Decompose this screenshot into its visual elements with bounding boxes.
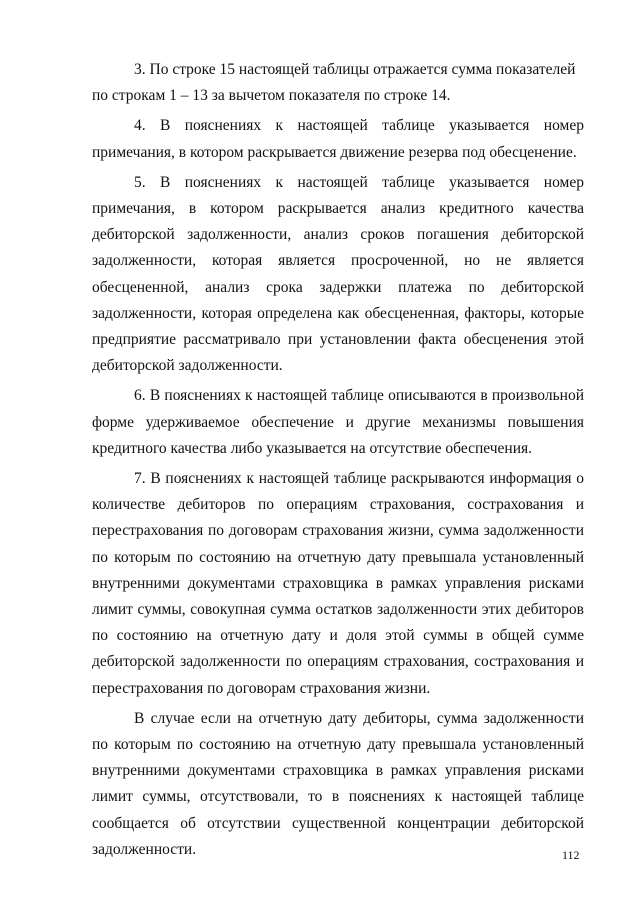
paragraph-5: 5. В пояснениях к настоящей таблице указывается номер примечания, в котором раскрывается анализ кредитного качества дебиторской задолженности, анализ сроков погашения дебиторской задолженности, которая является просроченной, но не является обесцененной, анализ срока задержки платежа по дебиторской задолженности, которая определена как обесцененная, факторы, которые предприятие рассматривало при установлении факта обесценения этой дебиторской задолженности.	[92, 173, 584, 375]
document-body	[92, 57, 584, 867]
paragraph-6: 6. В пояснениях к настоящей таблице описываются в произвольной форме удерживаемое обеспечение и другие механизмы повышения кредитного качества либо указывается на отсутствие обеспечения.	[92, 387, 584, 457]
page-number: 112	[562, 848, 580, 862]
paragraph-3: 3. По строке 15 настоящей таблицы отражается сумма показателей по строкам 1 – 13 за вычетом показателя по строке 14.	[92, 61, 576, 105]
paragraph-7: 7. В пояснениях к настоящей таблице раскрываются информация о количестве дебиторов по операциям страхования, сострахования и перестрахования по договорам страхования жизни, сумма задолженности по которым по состоянию на отчетную дату превышала установленный внутренними документами страховщика в рамках управления рисками лимит суммы, совокупная сумма остатков задолженности этих дебиторов по состоянию на отчетную дату и доля этой суммы в общей сумме дебиторской задолженности по операциям страхования, сострахования и перестрахования по договорам страхования жизни.	[92, 470, 584, 697]
paragraph-concentration: В случае если на отчетную дату дебиторы, сумма задолженности по которым по состоянию на отчетную дату превышала установленный внутренними документами страховщика в рамках управления рисками лимит суммы, отсутствовали, то в пояснениях к настоящей таблице сообщается об отсутствии существенной концентрации дебиторской задолженности.	[92, 709, 584, 858]
paragraph-4: 4. В пояснениях к настоящей таблице указывается номер примечания, в котором раскрывается движение резерва под обесценение.	[92, 117, 584, 161]
